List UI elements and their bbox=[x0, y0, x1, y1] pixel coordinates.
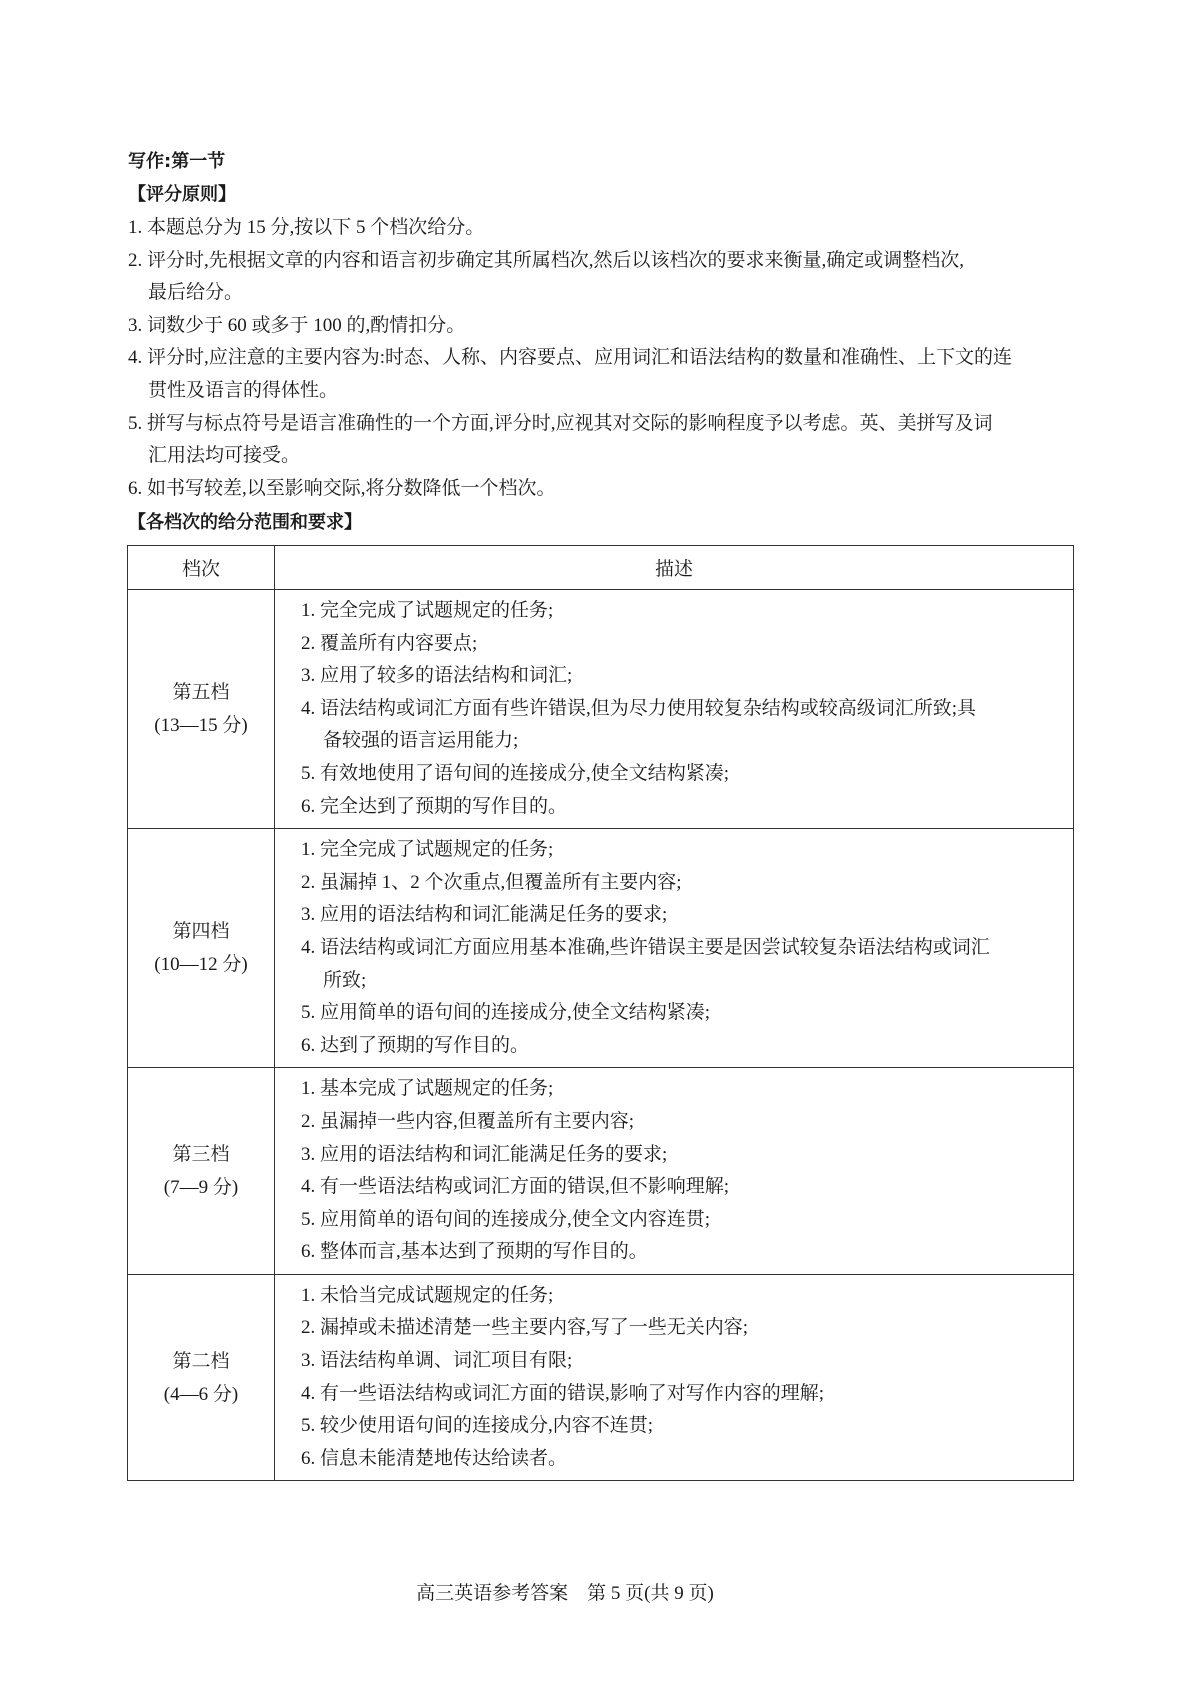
level-cell bbox=[128, 1274, 275, 1481]
scoring-table bbox=[127, 545, 1074, 1481]
level-name: 第三档 bbox=[172, 1144, 230, 1166]
table-row bbox=[128, 829, 1074, 1068]
description-cell bbox=[275, 1274, 1074, 1481]
criterion-item: 3. 应用的语法结构和词汇能满足任务的要求; bbox=[301, 904, 668, 926]
level-name: 第五档 bbox=[172, 682, 230, 704]
criterion-item: 1. 完全完成了试题规定的任务; bbox=[301, 839, 554, 861]
criterion-item: 3. 应用的语法结构和词汇能满足任务的要求; bbox=[301, 1143, 668, 1165]
header-level: 档次 bbox=[128, 546, 275, 590]
criterion-item: 5. 应用简单的语句间的连接成分,使全文内容连贯; bbox=[301, 1208, 711, 1230]
level-range: (10—12 分) bbox=[154, 954, 248, 976]
principle-item: 5. 拼写与标点符号是语言准确性的一个方面,评分时,应视其对交际的影响程度予以考虑。英、美拼写及词 bbox=[128, 412, 993, 434]
level-name: 第四档 bbox=[172, 921, 230, 943]
criterion-item: 5. 有效地使用了语句间的连接成分,使全文结构紧凑; bbox=[301, 762, 730, 784]
level-cell bbox=[128, 590, 275, 829]
criterion-item: 4. 有一些语法结构或词汇方面的错误,影响了对写作内容的理解; bbox=[301, 1382, 825, 1404]
principle-item: 2. 评分时,先根据文章的内容和语言初步确定其所属档次,然后以该档次的要求来衡量,确定或调整档次, bbox=[128, 249, 965, 271]
criterion-item: 所致; bbox=[323, 969, 367, 991]
criterion-item: 2. 漏掉或未描述清楚一些主要内容,写了一些无关内容; bbox=[301, 1317, 749, 1339]
section-title: 写作:第一节 bbox=[128, 151, 226, 172]
principle-item: 6. 如书写较差,以至影响交际,将分数降低一个档次。 bbox=[128, 477, 556, 499]
principle-item: 汇用法均可接受。 bbox=[148, 445, 301, 467]
principle-item: 4. 评分时,应注意的主要内容为:时态、人称、内容要点、应用词汇和语法结构的数量和准确性、上下文的连 bbox=[128, 347, 1013, 369]
criterion-item: 5. 较少使用语句间的连接成分,内容不连贯; bbox=[301, 1415, 654, 1437]
description-cell bbox=[275, 590, 1074, 829]
principle-item: 3. 词数少于 60 或多于 100 的,酌情扣分。 bbox=[128, 314, 466, 336]
criterion-item: 3. 应用了较多的语法结构和词汇; bbox=[301, 665, 573, 687]
level-name: 第二档 bbox=[172, 1350, 230, 1372]
level-cell bbox=[128, 829, 275, 1068]
criterion-item: 2. 虽漏掉一些内容,但覆盖所有主要内容; bbox=[301, 1110, 635, 1132]
criterion-item: 4. 有一些语法结构或词汇方面的错误,但不影响理解; bbox=[301, 1176, 730, 1198]
criterion-item: 6. 达到了预期的写作目的。 bbox=[301, 1034, 530, 1056]
criterion-item: 6. 信息未能清楚地传达给读者。 bbox=[301, 1447, 568, 1469]
criterion-item: 1. 完全完成了试题规定的任务; bbox=[301, 600, 554, 621]
table-row bbox=[128, 1274, 1074, 1481]
criterion-item: 4. 语法结构或词汇方面有些许错误,但为尽力使用较复杂结构或较高级词汇所致;具 bbox=[301, 697, 977, 719]
levels-heading: 【各档次的给分范围和要求】 bbox=[128, 512, 362, 533]
level-range: (13—15 分) bbox=[154, 715, 248, 737]
criterion-item: 5. 应用简单的语句间的连接成分,使全文结构紧凑; bbox=[301, 1002, 711, 1024]
criterion-item: 6. 整体而言,基本达到了预期的写作目的。 bbox=[301, 1241, 648, 1263]
page-footer: 高三英语参考答案 第 5 页(共 9 页) bbox=[416, 1583, 714, 1604]
table-row bbox=[128, 590, 1074, 829]
criterion-item: 4. 语法结构或词汇方面应用基本准确,些许错误主要是因尝试较复杂语法结构或词汇 bbox=[301, 936, 990, 958]
criterion-item: 2. 覆盖所有内容要点; bbox=[301, 632, 478, 654]
table-row bbox=[128, 1068, 1074, 1275]
principle-item: 最后给分。 bbox=[148, 282, 244, 304]
criterion-item: 1. 未恰当完成试题规定的任务; bbox=[301, 1284, 554, 1306]
level-cell bbox=[128, 1068, 275, 1275]
level-range: (7—9 分) bbox=[163, 1177, 239, 1199]
description-cell bbox=[275, 829, 1074, 1068]
criterion-item: 备较强的语言运用能力; bbox=[323, 730, 519, 752]
criterion-item: 1. 基本完成了试题规定的任务; bbox=[301, 1078, 554, 1100]
criterion-item: 6. 完全达到了预期的写作目的。 bbox=[301, 795, 568, 817]
principle-item: 1. 本题总分为 15 分,按以下 5 个档次给分。 bbox=[128, 217, 485, 238]
criterion-item: 2. 虽漏掉 1、2 个次重点,但覆盖所有主要内容; bbox=[301, 871, 682, 893]
criterion-item: 3. 语法结构单调、词汇项目有限; bbox=[301, 1350, 573, 1372]
level-range: (4—6 分) bbox=[163, 1383, 239, 1405]
header-description: 描述 bbox=[275, 546, 1074, 590]
principles-heading: 【评分原则】 bbox=[128, 184, 236, 205]
principle-item: 贯性及语言的得体性。 bbox=[148, 380, 339, 401]
description-cell bbox=[275, 1068, 1074, 1275]
